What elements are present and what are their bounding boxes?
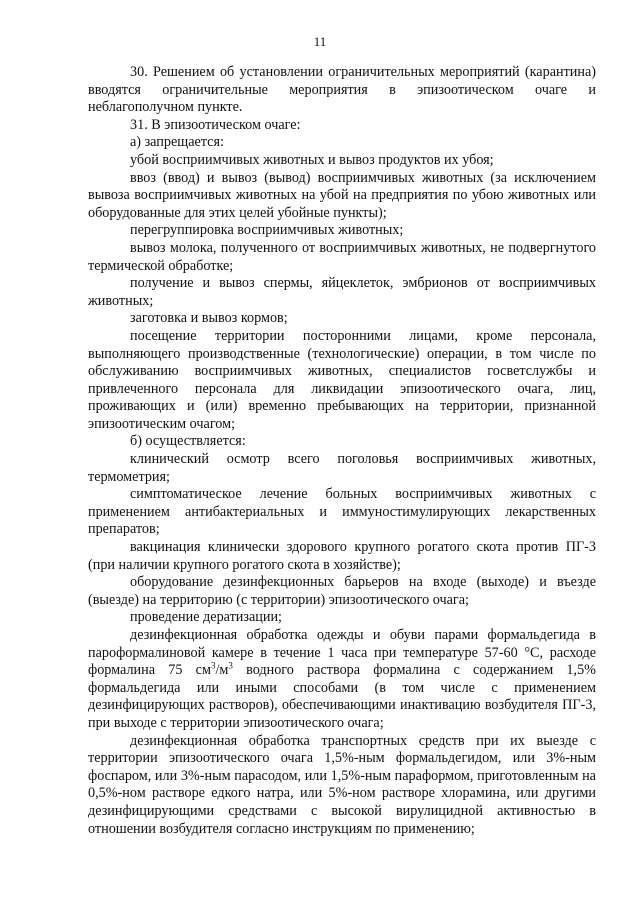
list-item: оборудование дезинфекционных барьеров на входе (выходе) и въезде (выезде) на территорию (с территории) эпизоотического очага;: [88, 574, 596, 608]
superscript: 3: [228, 660, 233, 671]
text-run: дезинфекционная обработка одежды и обуви парами формальдегида в пароформалиновой камере в течение 1 часа при температуре 57-60 °С, расходе формалина 75 см: [88, 627, 596, 679]
subsection-a-heading: а) запрещается:: [130, 134, 224, 151]
list-item: вывоз молока, полученного от восприимчивых животных, не подвергнутого термической обработке;: [88, 239, 596, 274]
list-item: посещение территории посторонними лицами, кроме персонала, выполняющего производственные (технологические) операции, в том числе по обслуживанию восприимчивых животных, специалистов госветслужбы и привлеченного персонала для ликвидации эпизоотического очага, лиц, проживающих и (или) временно пребывающих на территории, признанной эпизоотическим очагом;: [88, 327, 596, 432]
list-item: ввоз (ввод) и вывоз (вывод) восприимчивых животных (за исключением вывоза восприимчивых животных на убой на предприятия по убою животных или оборудованные для этих целей убойные пункты);: [88, 169, 596, 221]
text-run: /м: [215, 662, 229, 679]
superscript: 3: [210, 660, 216, 671]
page-number: 11: [313, 34, 327, 49]
subsection-b-heading: б) осуществляется:: [130, 433, 246, 450]
list-item: перегруппировка восприимчивых животных;: [130, 222, 404, 239]
list-item: заготовка и вывоз кормов;: [130, 310, 288, 327]
paragraph-31: 31. В эпизоотическом очаге:: [130, 116, 301, 133]
list-item: получение и вывоз спермы, яйцеклеток, эмбрионов от восприимчивых животных;: [88, 275, 596, 309]
list-item: симптоматическое лечение больных восприимчивых животных с применением антибактериальных и иммуностимулирующих лекарственных препаратов;: [88, 486, 596, 538]
list-item-disinfection-clothing: [88, 627, 596, 733]
paragraph-30: 30. Решением об установлении ограничительных мероприятий (карантина) вводятся ограничительные мероприятия в эпизоотическом очаге и неблагополучном пункте.: [88, 64, 596, 116]
document-body: [88, 64, 596, 838]
text-run: водного раствора формалина с содержанием 1,5% формальдегида или иными способами (в том числе с применением дезинфицирующих растворов), обеспечивающими инактивацию возбудителя ПГ-3, при выходе с территории эпизоотического очага;: [88, 662, 596, 731]
list-item: клинический осмотр всего поголовья восприимчивых животных, термометрия;: [88, 451, 596, 485]
list-item: проведение дератизации;: [130, 609, 283, 626]
list-item: дезинфекционная обработка транспортных средств при их выезде с территории эпизоотического очага 1,5%-ным формальдегидом, или 3%-ным фоспаром, или 3%-ным парасодом, или 1,5%-ным параформом, приготовленным на 0,5%-ном растворе едкого натра, или 5%-ном растворе хлорамина, или другими дезинфицирующими средствами с высокой вирулицидной активностью в отношении возбудителя согласно инструкциям по применению;: [88, 732, 596, 837]
list-item: убой восприимчивых животных и вывоз продуктов их убоя;: [130, 151, 494, 168]
list-item: вакцинация клинически здорового крупного рогатого скота против ПГ-3 (при наличии крупного рогатого скота в хозяйстве);: [88, 539, 596, 573]
